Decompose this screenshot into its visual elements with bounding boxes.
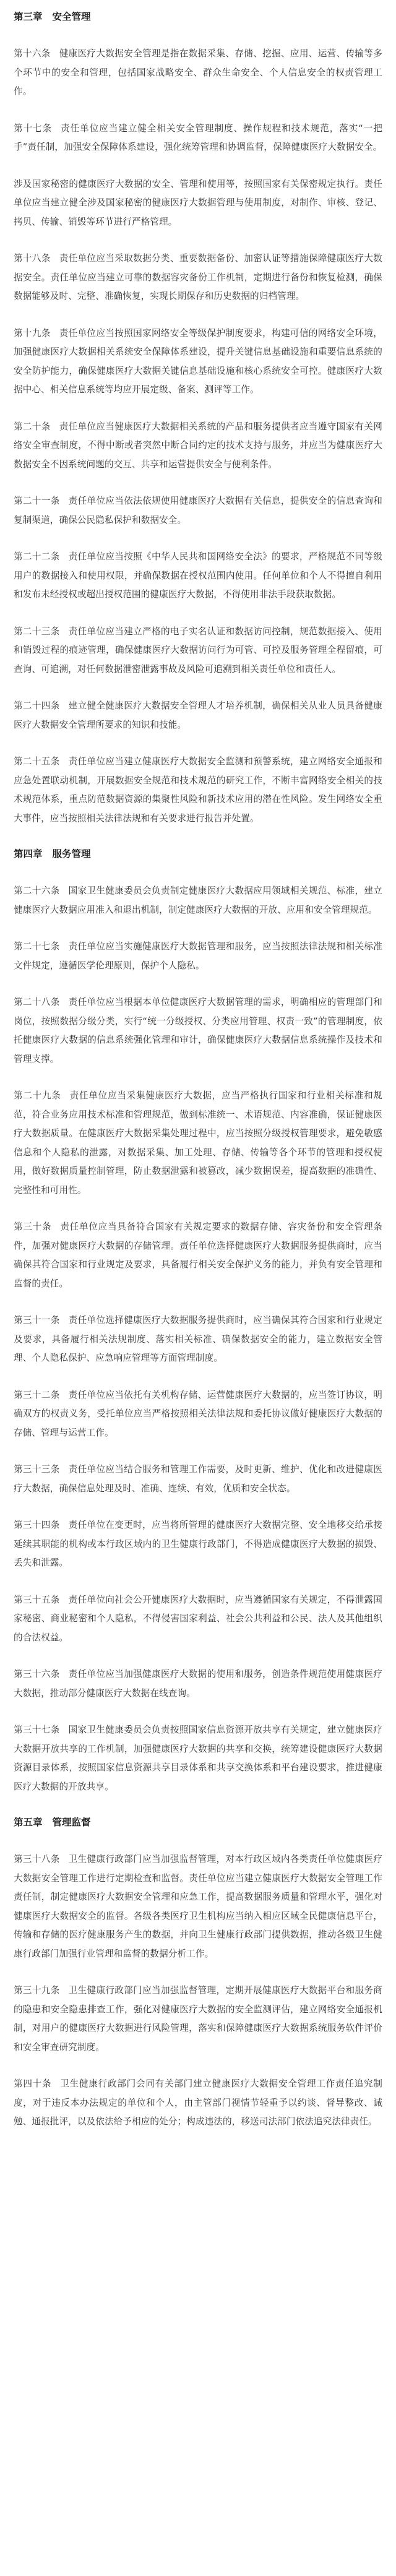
article-text: 涉及国家秘密的健康医疗大数据的安全、管理和使用等，按照国家有关保密规定执行。责任单位应当建立健全涉及国家秘密的健康医疗大数据管理与使用制度，对制作、审核、登记、拷贝、传输、销毁等环节进行严格管理。 — [14, 178, 382, 227]
article-text: 卫生健康行政部门应当加强监督管理，定期开展健康医疗大数据平台和服务商的隐患和安全隐患排查工作，强化对健康医疗大数据的安全监测评估，建立网络安全通报机制，对用户的健康医疗大数据进行风险管理，落实和保障健康医疗大数据系统服务软件评价和安全审查研究制度。 — [14, 1985, 382, 2053]
chapter-number: 第五章 — [14, 1817, 43, 1828]
article-text: 责任单位选择健康医疗大数据服务提供商时，应当确保其符合国家和行业规定及要求，具备履行相关法规制度、落实相关标准、确保数据安全的能力，建立数据安全管理、个人隐私保护、应急响应管理等方面管理制度。 — [14, 1315, 382, 1363]
article-16 — [14, 45, 382, 101]
article-text: 责任单位应当结合服务和管理工作需要，及时更新、维护、优化和改进健康医疗大数据，确保信息处理及时、准确、连续、有效，优质和安全状态。 — [14, 1464, 382, 1494]
article-number: 第三十七条 — [14, 1725, 60, 1735]
article-number: 第三十五条 — [14, 1594, 60, 1605]
article-25 — [14, 752, 382, 828]
article-text: 责任单位应当健康医疗大数据相关系统的产品和服务提供者应当遵守国家有关网络安全审查制度，不得中断或者突然中断合同约定的技术支持与服务，并应当为健康医疗大数据安全不因系统问题的交互、共享和运营提供安全与便利条件。 — [14, 421, 382, 470]
chapter-heading — [14, 846, 382, 862]
article-39 — [14, 1981, 382, 2057]
chapter-heading — [14, 9, 382, 25]
article-40 — [14, 2075, 382, 2132]
article-text: 责任单位应当采取数据分类、重要数据备份、加密认证等措施保障健康医疗大数据安全。责任单位应当建立可靠的数据容灾备份工作机制，定期进行备份和恢复检测，确保数据能够及时、完整、准确恢复，实现长期保存和历史数据的归档管理。 — [14, 253, 382, 301]
article-17 — [14, 119, 382, 157]
article-text: 卫生健康行政部门应当加强监督管理，对本行政区域内各类责任单位健康医疗大数据安全管理工作进行定期检查和监督。责任单位应当建立健康医疗大数据安全管理工作责任制，制定健康医疗大数据安全管理和应急工作，提高数据服务质量和管理水平，强化对健康医疗大数据安全的监督。各级各类医疗卫生机构应当纳入相应区域全民健康信息平台，传输和存储的医疗健康服务产生的数据，并向卫生健康行政部门提供数据，推动各级卫生健康行政部门加强行业管理和监督的数据分析工作。 — [14, 1854, 382, 1959]
article-31 — [14, 1311, 382, 1368]
article-number: 第三十九条 — [14, 1985, 60, 1996]
article-text: 卫生健康行政部门会同有关部门建立健康医疗大数据安全管理工作责任追究制度，对于违反本办法规定的单位和个人，由主管部门视情节轻重予以约谈、督导整改、诫勉、通报批评，以及依法给予相应的处分；构成违法的，移送司法部门依法追究法律责任。 — [14, 2078, 383, 2127]
article-number: 第二十条 — [14, 421, 51, 432]
chapter-5 — [14, 1814, 382, 2132]
article-20 — [14, 418, 382, 475]
article-30 — [14, 1218, 382, 1293]
article-text: 建立健全健康医疗大数据安全管理人才培养机制，确保相关从业人员具备健康医疗大数据安全管理所要求的知识和技能。 — [14, 700, 382, 730]
chapter-title: 管理监督 — [52, 1817, 91, 1828]
article-number: 第四十条 — [14, 2078, 52, 2089]
chapter-heading — [14, 1814, 382, 1830]
article-34 — [14, 1516, 382, 1573]
article-text: 国家卫生健康委员会负责按照国家信息资源开放共享有关规定，建立健康医疗大数据开放共享的工作机制，加强健康医疗大数据的共享和交换，统筹建设健康医疗大数据资源目录体系，按照国家信息资源共享目录体系和共享交换体系和平台建设要求，推进健康医疗大数据的开放共享。 — [14, 1725, 382, 1792]
article-35 — [14, 1591, 382, 1648]
article-text: 责任单位应当建立严格的电子实名认证和数据访问控制，规范数据接入、使用和销毁过程的痕迹管理，确保健康医疗大数据访问行为可管、可控及服务管理全程留痕，可查询、可追溯，对任何数据泄密泄露事故及风险可追溯到相关责任单位和责任人。 — [14, 626, 382, 674]
article-number: 第二十八条 — [14, 997, 60, 1007]
article-18 — [14, 249, 382, 306]
chapter-title: 安全管理 — [52, 11, 91, 22]
chapter-title: 服务管理 — [52, 848, 91, 859]
article-number: 第三十六条 — [14, 1669, 60, 1679]
chapter-3 — [14, 9, 382, 828]
article-number: 第三十二条 — [14, 1389, 60, 1400]
article-37 — [14, 1721, 382, 1796]
article-text: 责任单位在变更时，应当将所管理的健康医疗大数据完整、安全地移交给承接延续其职能的机构或本行政区域内的卫生健康行政部门，不得造成健康医疗大数据的损毁、丢失和泄露。 — [14, 1520, 382, 1568]
chapter-number: 第四章 — [14, 848, 43, 859]
article-text: 健康医疗大数据安全管理是指在数据采集、存储、挖掘、应用、运营、传输等多个环节中的安全和管理，包括国家战略安全、群众生命安全、个人信息安全的权责管理工作。 — [14, 48, 382, 97]
article-text: 责任单位应当按照国家网络安全等级保护制度要求，构建可信的网络安全环境，加强健康医疗大数据相关系统安全保障体系建设，提升关键信息基础设施和重要信息系统的安全防护能力，确保健康医疗大数据关键信息基础设施和核心系统安全可控。健康医疗大数据中心、相关信息系统等均应开展定级、备案、测评等工作。 — [14, 327, 382, 395]
article-text: 责任单位应当实施健康医疗大数据管理和服务，应当按照法律法规和相关标准文件规定，遵循医学伦理原则，保护个人隐私。 — [14, 941, 382, 971]
article-number: 第二十九条 — [14, 1090, 61, 1101]
article-26 — [14, 882, 382, 920]
article-27 — [14, 937, 382, 975]
article-number: 第三十条 — [14, 1221, 52, 1232]
article-text: 责任单位应当按照《中华人民共和国网络安全法》的要求，严格规范不同等级用户的数据接入和使用权限，并确保数据在授权范围内使用。任何单位和个人不得擅自利用和发布未经授权或超出授权范围的健康医疗大数据，不得使用非法手段获取数据。 — [14, 551, 382, 600]
article-number: 第二十二条 — [14, 551, 60, 562]
article-text: 责任单位应当加强健康医疗大数据的使用和服务，创造条件规范使用健康医疗大数据，推动部分健康医疗大数据在线查询。 — [14, 1669, 382, 1699]
article-text: 责任单位应当根据本单位健康医疗大数据管理的需求，明确相应的管理部门和岗位，按照数据分级分类，实行“统一分级授权、分类应用管理、权责一致”的管理制度，依托健康医疗大数据的信息系统强化管理和审计，确保健康医疗大数据信息系统操作及技术和管理支撑。 — [14, 997, 382, 1064]
article-number: 第十八条 — [14, 253, 51, 264]
article-text: 责任单位应当采集健康医疗大数据，应当严格执行国家和行业相关标准和规范，符合业务应用技术标准和管理规范，做到标准统一、术语规范、内容准确，保证健康医疗大数据质量。在健康医疗大数据采集处理过程中，应当按照分级授权管理要求，避免敏感信息和个人隐私的泄露，对数据采集、加工处理、存储、传输等各个环节的管理和授权使用，做好数据质量控制管理，防止数据泄露和被篡改，减少数据误差，提高数据的准确性、完整性和可用性。 — [14, 1090, 382, 1195]
article-23 — [14, 622, 382, 679]
article-text: 国家卫生健康委员会负责制定健康医疗大数据应用领域相关规范、标准，建立健康医疗大数据应用准入和退出机制，制定健康医疗大数据的开放、应用和安全管理规范。 — [14, 885, 382, 915]
article-number: 第十七条 — [14, 123, 53, 134]
article-number: 第十九条 — [14, 327, 51, 338]
article-text: 责任单位应当依托有关机构存储、运营健康医疗大数据的，应当签订协议，明确双方的权责义务，受托单位应当严格按照相关法律法规和委托协议做好健康医疗大数据的存储、管理与运营工作。 — [14, 1389, 382, 1438]
article-19 — [14, 324, 382, 400]
article-28 — [14, 993, 382, 1069]
article-text: 责任单位应当依法依规使用健康医疗大数据有关信息，提供安全的信息查询和复制渠道，确保公民隐私保护和数据安全。 — [14, 496, 382, 525]
article-32 — [14, 1386, 382, 1443]
article-29 — [14, 1087, 382, 1200]
article-number: 第二十三条 — [14, 626, 60, 637]
article-17-paragraph-2 — [14, 175, 382, 232]
article-36 — [14, 1665, 382, 1703]
article-text: 责任单位向社会公开健康医疗大数据时，应当遵循国家有关规定，不得泄露国家秘密、商业秘密和个人隐私，不得侵害国家利益、社会公共利益和公民、法人及其他组织的合法权益。 — [14, 1594, 382, 1643]
article-number: 第三十八条 — [14, 1854, 60, 1864]
article-number: 第二十一条 — [14, 496, 60, 506]
article-number: 第二十七条 — [14, 941, 60, 952]
article-text: 责任单位应当建立健全相关安全管理制度、操作规程和技术规范，落实“一把手”责任制，加强安全保障体系建设，强化统筹管理和协调监督，保障健康医疗大数据安全。 — [14, 123, 382, 152]
article-number: 第三十一条 — [14, 1315, 60, 1325]
article-number: 第二十五条 — [14, 756, 60, 767]
article-21 — [14, 492, 382, 530]
article-number: 第二十六条 — [14, 885, 60, 896]
article-33 — [14, 1460, 382, 1498]
article-text: 责任单位应当具备符合国家有关规定要求的数据存储、容灾备份和安全管理条件，加强对健康医疗大数据的存储管理。责任单位选择健康医疗大数据服务提供商时，应当确保其符合国家和行业规定及要求，具备履行相关安全保护义务的能力，并负有安全管理和监督的责任。 — [14, 1221, 383, 1289]
article-38 — [14, 1850, 382, 1963]
article-number: 第十六条 — [14, 48, 51, 59]
article-text: 责任单位应当建立健康医疗大数据安全监测和预警系统，建立网络安全通报和应急处置联动机制，开展数据安全规范和技术规范的研究工作，不断丰富网络安全相关的技术规范体系，重点防范数据资源的集聚性风险和新技术应用的潜在性风险。发生网络安全重大事件，应当按照相关法律法规和有关要求进行报告并处置。 — [14, 756, 382, 824]
article-number: 第三十四条 — [14, 1520, 60, 1530]
article-22 — [14, 548, 382, 605]
article-24 — [14, 697, 382, 734]
chapter-number: 第三章 — [14, 11, 43, 22]
article-number: 第三十三条 — [14, 1464, 60, 1475]
article-number: 第二十四条 — [14, 700, 60, 711]
chapter-4 — [14, 846, 382, 1796]
